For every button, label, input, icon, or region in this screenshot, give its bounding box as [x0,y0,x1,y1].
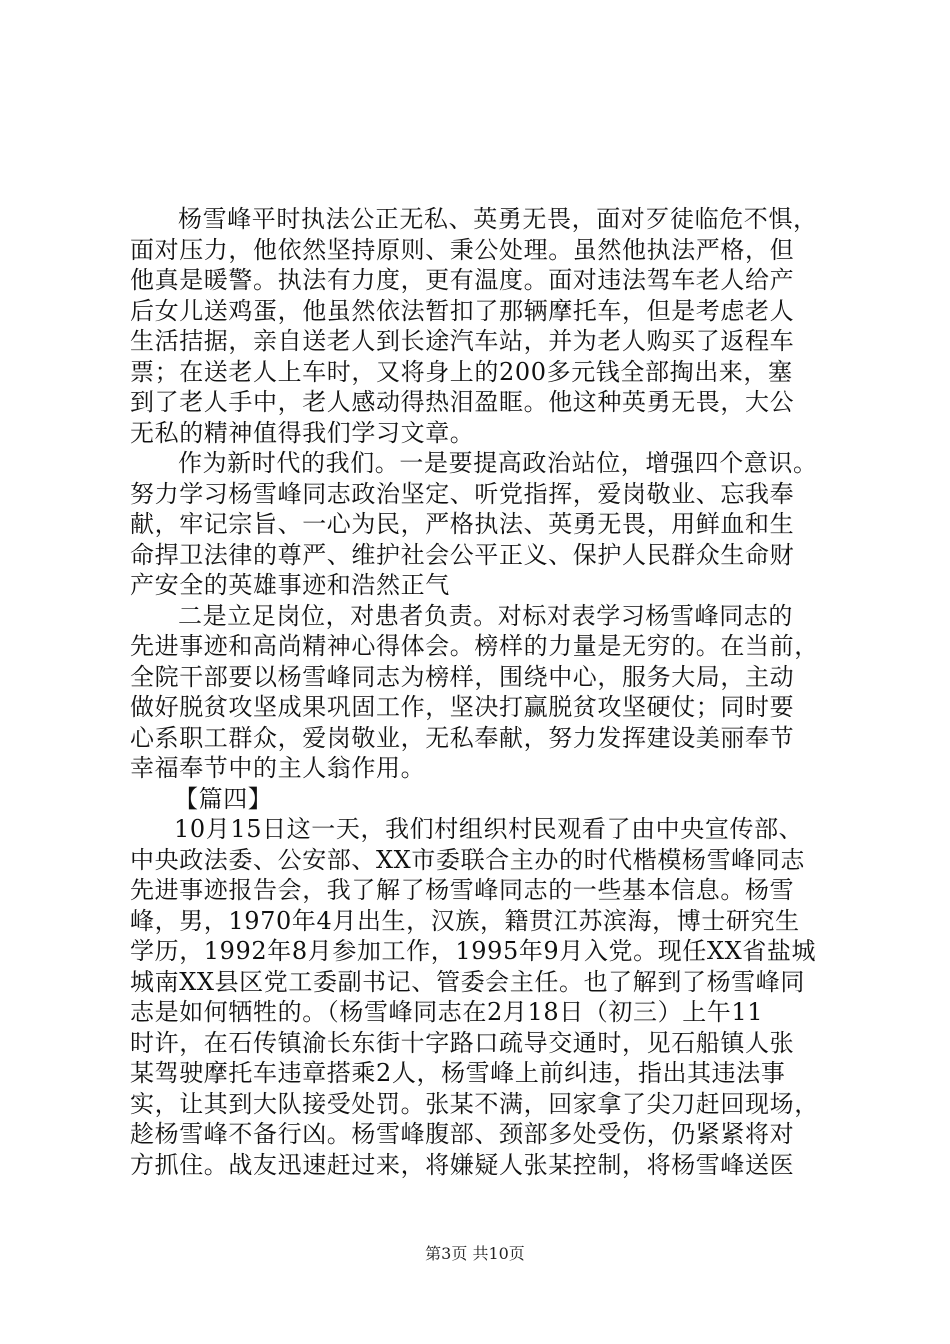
text-line: 到了老人手中，老人感动得热泪盈眶。他这种英勇无畏，大公 [130,388,795,416]
text-line: 中央政法委、公安部、XX市委联合主办的时代楷模杨雪峰同志 [130,845,805,874]
text-line: 方抓住。战友迅速赶过来，将嫌疑人张某控制，将杨雪峰送医 [130,1150,795,1179]
text-line: 学历，1992年8月参加工作，1995年9月入党。现任XX省盐城 [130,937,817,965]
text-line: 努力学习杨雪峰同志政治坚定、听党指挥，爱岗敬业、忘我奉 [130,479,795,508]
text-line: 心系职工群众，爱岗敬业，无私奉献，努力发挥建设美丽奉节 [130,723,795,752]
text-line: 实，让其到大队接受处罚。张某不满，回家拿了尖刀赶回现场， [130,1089,819,1118]
text-line: 票；在送老人上车时，又将身上的200多元钱全部掏出来，塞 [130,357,793,386]
text-line: 先进事迹和高尚精神心得体会。榜样的力量是无穷的。在当前， [130,632,819,660]
text-line: 命捍卫法律的尊严、维护社会公平正义、保护人民群众生命财 [130,540,795,569]
text-line: 峰，男，1970年4月出生，汉族，籍贯江苏滨海，博士研究生 [130,906,800,935]
text-line: 志是如何牺牲的。（杨雪峰同志在2月18日（初三）上午11 [130,998,764,1026]
text-line: 作为新时代的我们。一是要提高政治站位，增强四个意识。 [178,449,818,477]
text-line: 某驾驶摩托车违章搭乘2人，杨雪峰上前纠违，指出其违法事 [130,1059,786,1087]
text-line: 做好脱贫攻坚成果巩固工作，坚决打赢脱贫攻坚硬仗；同时要 [130,693,795,721]
text-line: 无私的精神值得我们学习文章。 [130,418,475,447]
document-body [130,204,850,1180]
text-line: 他真是暖警。执法有力度，更有温度。面对违法驾车老人给产 [130,266,795,294]
text-line: 二是立足岗位，对患者负责。对标对表学习杨雪峰同志的 [178,601,793,630]
text-line: 时许，在石传镇渝长东街十字路口疏导交通时，见石船镇人张 [130,1028,795,1057]
page-number-footer: 第3页 共10页 [425,1244,525,1263]
text-line: 生活拮据，亲自送老人到长途汽车站，并为老人购买了返程车 [130,327,795,355]
text-line: 后女儿送鸡蛋，他虽然依法暂扣了那辆摩托车，但是考虑老人 [130,296,795,325]
text-line: 城南XX县区党工委副书记、管委会主任。也了解到了杨雪峰同 [130,967,805,996]
text-line: 杨雪峰平时执法公正无私、英勇无畏，面对歹徒临危不惧， [178,205,818,233]
text-line: 面对压力，他依然坚持原则、秉公处理。虽然他执法严格，但 [130,235,795,264]
text-line: 先进事迹报告会，我了解了杨雪峰同志的一些基本信息。杨雪 [130,876,795,904]
section-heading: 【篇四】 [174,784,273,813]
text-line: 幸福奉节中的主人翁作用。 [130,754,426,782]
text-line: 献，牢记宗旨、一心为民，严格执法、英勇无畏，用鲜血和生 [130,510,795,538]
text-line: 全院干部要以杨雪峰同志为榜样，围绕中心，服务大局，主动 [130,662,795,691]
text-line: 趁杨雪峰不备行凶。杨雪峰腹部、颈部多处受伤，仍紧紧将对 [130,1120,795,1148]
text-line: 10月15日这一天，我们村组织村民观看了由中央宣传部、 [174,815,804,843]
text-line: 产安全的英雄事迹和浩然正气 [130,571,450,599]
